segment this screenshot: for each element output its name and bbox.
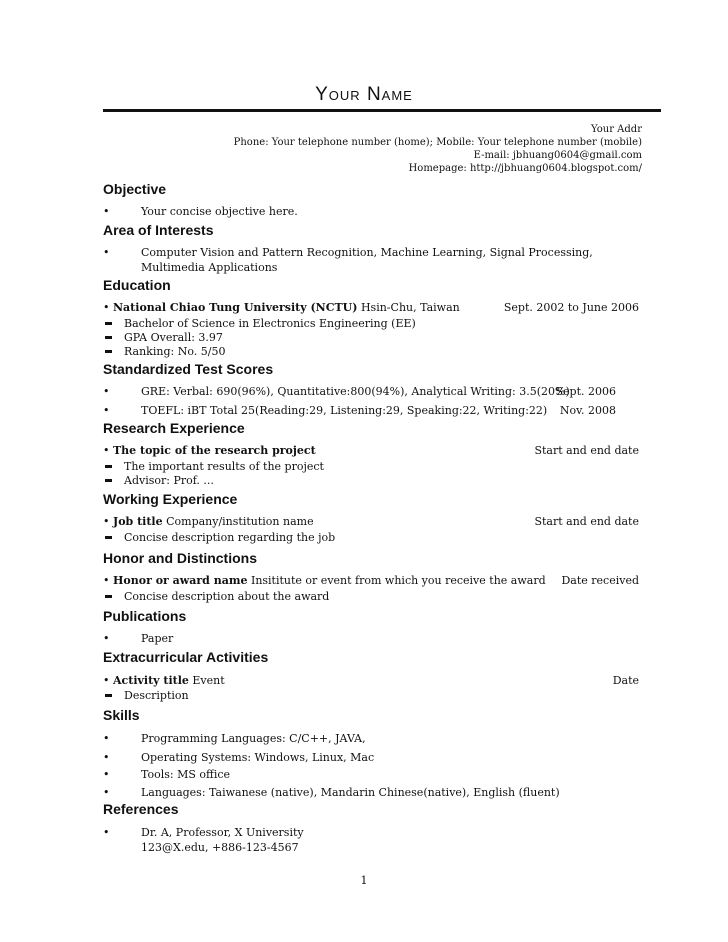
email: E-mail: jbhuang0604@gmail.com (473, 150, 642, 161)
bullet-icon: • (103, 515, 110, 528)
address: Your Addr (591, 124, 642, 135)
bullet-icon: • (103, 404, 110, 417)
page-number: 1 (360, 874, 368, 887)
education-dates: Sept. 2002 to June 2006 (503, 301, 639, 314)
section-title-research: Research Experience (103, 420, 245, 436)
honor-detail: Concise description about the award (124, 589, 329, 604)
section-title-tests: Standardized Test Scores (103, 361, 274, 377)
test-date: Nov. 2008 (559, 404, 616, 417)
honor-name: Honor or award name (113, 574, 248, 587)
work-dates: Start and end date (534, 515, 639, 528)
section-title-honors: Honor and Distinctions (103, 550, 257, 566)
activity-title: Activity title (113, 674, 189, 687)
bullet-icon: • (103, 732, 110, 745)
section-title-objective: Objective (103, 181, 167, 197)
dash-icon (105, 595, 112, 598)
dash-icon (105, 536, 112, 539)
bullet-icon: • (103, 205, 110, 218)
honor-org: Insititute or event from which you receive the award (250, 574, 546, 587)
contact-block (234, 123, 642, 175)
research-detail: The important results of the project (124, 459, 324, 474)
bullet-icon: • (103, 674, 110, 687)
dash-icon (105, 350, 112, 353)
job-title: Job title (113, 515, 163, 528)
dash-icon (105, 322, 112, 325)
bullet-icon: • (103, 246, 110, 259)
research-detail: Advisor: Prof. ... (124, 473, 214, 488)
section-title-references: References (103, 801, 179, 817)
dash-icon (105, 694, 112, 697)
phone: Phone: Your telephone number (home); Mobile: Your telephone number (mobile) (233, 137, 642, 148)
section-title-activities: Extracurricular Activities (103, 649, 269, 665)
reference-line: Dr. A, Professor, X University (141, 826, 304, 839)
section-title-publications: Publications (103, 608, 187, 624)
dash-icon (105, 465, 112, 468)
bullet-icon: • (103, 385, 110, 398)
bullet-icon: • (103, 786, 110, 799)
bullet-icon: • (103, 301, 110, 314)
homepage: Homepage: http://jbhuang0604.blogspot.com/ (408, 163, 642, 174)
bullet-icon: • (103, 632, 110, 645)
section-title-skills: Skills (103, 707, 140, 723)
objective-text: Your concise objective here. (141, 205, 298, 218)
dash-icon (105, 479, 112, 482)
interests-text: Computer Vision and Pattern Recognition, Machine Learning, Signal Processing, Multimedia Applications (141, 246, 593, 274)
section-title-interests: Area of Interests (103, 222, 214, 238)
education-detail: Bachelor of Science in Electronics Engineering (EE) (124, 316, 416, 331)
reference-line: 123@X.edu, +886-123-4567 (141, 841, 299, 854)
dash-icon (105, 336, 112, 339)
activity-date: Date (612, 674, 639, 687)
school-location: Hsin-Chu, Taiwan (360, 301, 460, 314)
bullet-icon: • (103, 751, 110, 764)
test-date: Sept. 2006 (555, 385, 616, 398)
resume-name: Your Name (315, 84, 413, 105)
bullet-icon: • (103, 768, 110, 781)
education-detail: GPA Overall: 3.97 (124, 330, 223, 345)
publication-text: Paper (141, 632, 174, 645)
resume-page: Your Name Your Addr Phone: Your telephone number (home); Mobile: Your telephone number (mobile) E-mail: jbhuang0604@gmail.com Homepage: http://jbhuang0604.blogspot.com/ Objective • Your concise objective here. Area of Interests • Computer Vision and Pattern Recognition, Machine Learning, Signal Processing, Multimedia Applications Education • National Chiao Tung University (NCTU) Hsin-Chu, Taiwan Sept. 2002 to June 2006 Bachelor of Science in Electronics Engineering (EE) GPA Overall: 3.97 Ranking: No. 5/50 Standardized Test Scores • GRE: Verbal: 690(96%), Quantitative:800(94%), Analytical Writing: 3.5(20%) Sept. 2006 • TOEFL: iBT Total 25(Reading:29, Listening:29, Speaking:22, Writing:22) Nov. 2008 Research Experience • The topic of the research project Start and end date The important results of the project Advisor: Prof. ... Working Experience • Job title Company/institution name Start and end date Concise description regarding the job Honor and Distinctions • Honor or award name Insititute or event from which you receive the award Date received Concise description about the award Publications • Paper Extracurricular Activities • Activity title Event Date Description Skills • Programming Languages: C/C++, JAVA, • Operating Systems: Windows, Linux, Mac • Tools: MS office • Languages: Taiwanese (native), Mandarin Chinese(native), English (fluent) References • Dr. A, Professor, X University 123@X.edu, +886-123-4567 1 (0, 0, 728, 942)
test-text: TOEFL: iBT Total 25(Reading:29, Listening:29, Speaking:22, Writing:22) (141, 404, 548, 417)
section-title-work: Working Experience (103, 491, 238, 507)
header-rule (103, 109, 661, 112)
honor-date: Date received (561, 574, 639, 587)
research-topic: The topic of the research project (113, 444, 316, 457)
education-detail: Ranking: No. 5/50 (124, 344, 225, 359)
activity-detail: Description (124, 688, 189, 703)
bullet-icon: • (103, 826, 110, 839)
section-title-education: Education (103, 277, 171, 293)
bullet-icon: • (103, 574, 110, 587)
school-name: National Chiao Tung University (NCTU) (113, 301, 358, 314)
job-org: Company/institution name (166, 515, 314, 528)
work-detail: Concise description regarding the job (124, 530, 335, 545)
test-text: GRE: Verbal: 690(96%), Quantitative:800(94%), Analytical Writing: 3.5(20%) (141, 385, 570, 398)
activity-event: Event (192, 674, 225, 687)
bullet-icon: • (103, 444, 110, 457)
research-dates: Start and end date (534, 444, 639, 457)
